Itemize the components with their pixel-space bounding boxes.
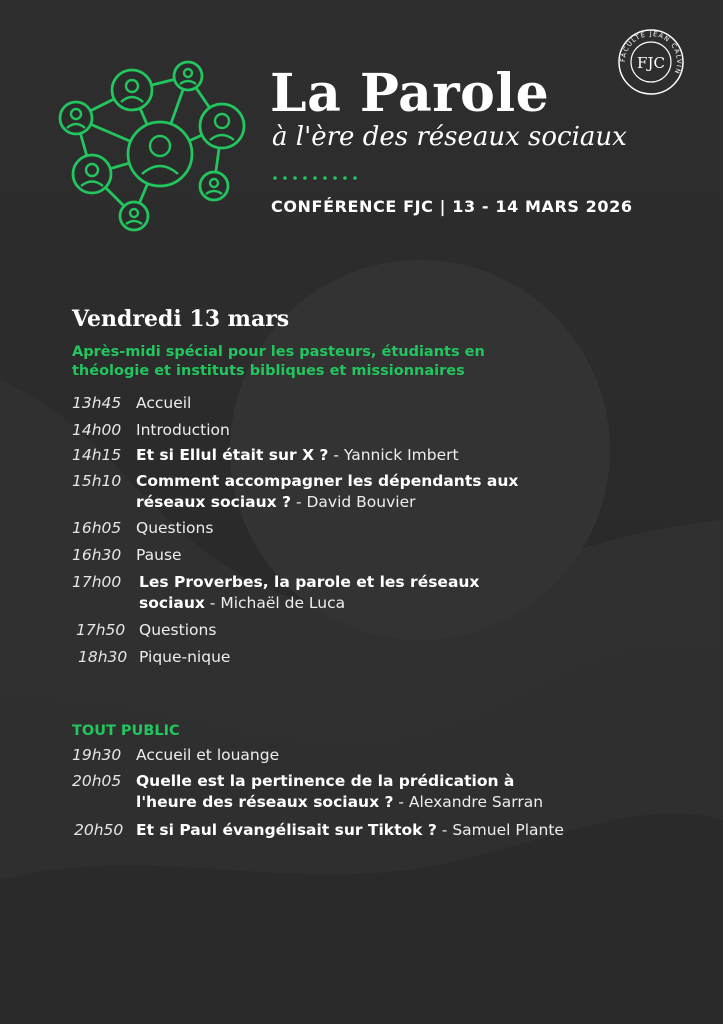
schedule-talk	[136, 820, 564, 841]
schedule-time: 14h00	[72, 421, 122, 439]
talk-speaker: - Samuel Plante	[436, 821, 564, 839]
talk-title-cont: sociaux	[139, 594, 205, 612]
schedule-label: Accueil et louange	[136, 746, 280, 764]
dotted-divider	[272, 174, 362, 182]
schedule-time: 16h30	[72, 546, 122, 564]
talk-speaker: - Alexandre Sarran	[393, 793, 544, 811]
talk-title: Et si Ellul était sur X ?	[136, 446, 329, 464]
event-subtitle: à l'ère des réseaux sociaux	[272, 122, 627, 152]
talk-speaker: - Michaël de Luca	[204, 594, 346, 612]
schedule-time: 16h05	[72, 519, 122, 537]
talk-title: Les Proverbes, la parole et les réseaux	[139, 573, 480, 591]
schedule-time: 17h50	[76, 621, 126, 639]
network-people-icon	[52, 56, 252, 236]
schedule-label: Pause	[136, 546, 182, 564]
schedule-talk	[136, 471, 518, 513]
schedule-time: 20h50	[74, 821, 124, 839]
schedule-time: 14h15	[72, 446, 122, 464]
svg-text:FACULTÉ JEAN CALVIN: FACULTÉ JEAN CALVIN	[618, 29, 684, 76]
talk-title: Et si Paul évangélisait sur Tiktok ?	[136, 821, 437, 839]
event-title: La Parole	[270, 63, 550, 124]
schedule-label: Questions	[136, 519, 214, 537]
schedule-label: Questions	[139, 621, 217, 639]
schedule-time: 13h45	[72, 394, 122, 412]
talk-speaker: - David Bouvier	[291, 493, 416, 511]
faculty-seal-logo	[617, 28, 685, 96]
talk-title: Comment accompagner les dépendants aux	[136, 472, 519, 490]
day-title: Vendredi 13 mars	[72, 306, 290, 332]
schedule-talk	[136, 771, 543, 813]
audience-note: Après-midi spécial pour les pasteurs, étudiants en théologie et instituts bibliques et missionnaires	[72, 344, 485, 379]
schedule-label: Introduction	[136, 421, 230, 439]
schedule-talk	[139, 572, 479, 614]
schedule-time: 17h00	[72, 573, 122, 591]
talk-title: Quelle est la pertinence de la prédication à	[136, 772, 515, 790]
public-section-label: TOUT PUBLIC	[72, 723, 180, 739]
schedule-time: 15h10	[72, 472, 122, 490]
talk-title-cont: l'heure des réseaux sociaux ?	[136, 793, 394, 811]
schedule-time: 18h30	[78, 648, 128, 666]
talk-title-cont: réseaux sociaux ?	[136, 493, 292, 511]
schedule-talk	[136, 445, 459, 466]
talk-speaker: - Yannick Imbert	[328, 446, 459, 464]
svg-text:FJC: FJC	[637, 54, 665, 72]
schedule-time: 19h30	[72, 746, 122, 764]
schedule-time: 20h05	[72, 772, 122, 790]
conference-dates: CONFÉRENCE FJC | 13 - 14 MARS 2026	[271, 197, 633, 216]
schedule-label: Accueil	[136, 394, 192, 412]
schedule-label: Pique-nique	[139, 648, 231, 666]
